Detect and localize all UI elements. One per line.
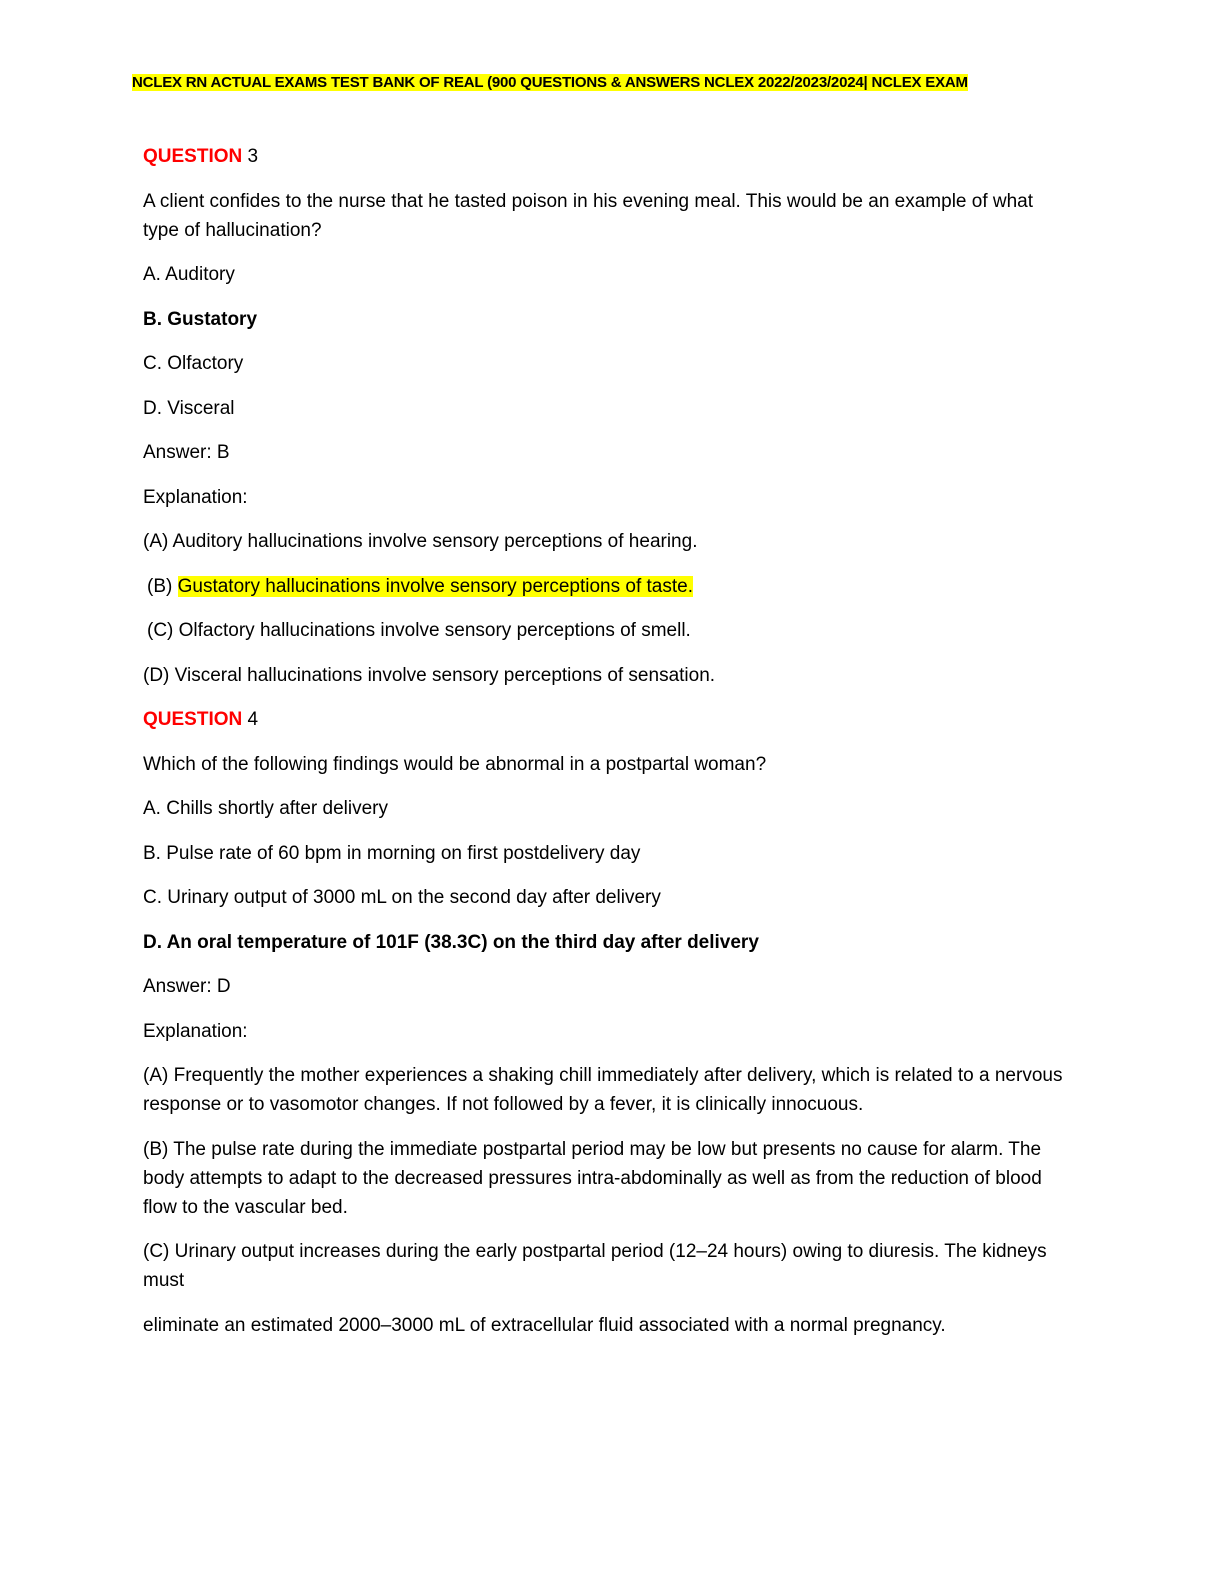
question-3-answer: Answer: B [143,442,230,463]
header-title: NCLEX RN ACTUAL EXAMS TEST BANK OF REAL (900 QUESTIONS & ANSWERS NCLEX 2022/2023/2024| NCLEX EXAM [132,74,968,91]
question-4-heading [143,705,1073,734]
question-4-option-c: C. Urinary output of 3000 mL on the second day after delivery [143,887,661,908]
question-number: 3 [247,146,259,167]
question-3-stem: A client confides to the nurse that he tasted poison in his evening meal. This would be an example of what type of hallucination? [143,190,1034,241]
question-3-explanation-b [143,572,1073,601]
question-4-stem: Which of the following findings would be abnormal in a postpartal woman? [143,753,767,775]
question-3-heading [143,142,1073,171]
question-4-explanation-label: Explanation: [143,1020,248,1042]
question-3-option-c: C. Olfactory [143,353,244,374]
question-3-option-d: D. Visceral [143,397,235,419]
question-label: QUESTION [143,709,243,730]
question-4-answer: Answer: D [143,976,231,997]
question-4-explanation-b: (B) The pulse rate during the immediate postpartal period may be low but presents no cause for alarm. The body attempts to adapt to the decreased pressures intra-abdominally as well as from the reduction of blood flow to the vascular bed. [143,1138,1042,1218]
question-4-explanation-c: (C) Urinary output increases during the early postpartal period (12–24 hours) owing to diuresis. The kidneys must [143,1241,1047,1291]
question-4-explanation-c-continued: eliminate an estimated 2000–3000 mL of extracellular fluid associated with a normal pregnancy. [143,1314,946,1336]
explanation-b-prefix: (B) [147,575,173,597]
question-4-option-b: B. Pulse rate of 60 bpm in morning on first postdelivery day [143,842,641,864]
question-3-explanation-label: Explanation: [143,486,248,508]
question-4-option-d: D. An oral temperature of 101F (38.3C) on the third day after delivery [143,931,759,953]
explanation-b-highlighted-text: Gustatory hallucinations involve sensory perceptions of taste. [177,575,693,597]
question-3-explanation-d: (D) Visceral hallucinations involve sensory perceptions of sensation. [143,664,716,686]
document-header [132,72,968,94]
question-4-explanation-a: (A) Frequently the mother experiences a shaking chill immediately after delivery, which is related to a nervous response or to vasomotor changes. If not followed by a fever, it is clinically innocuous. [143,1065,1063,1115]
document-body [143,142,1073,1355]
question-number: 4 [247,709,259,730]
question-3-explanation-a: (A) Auditory hallucinations involve sensory perceptions of hearing. [143,531,698,552]
question-4-option-a: A. Chills shortly after delivery [143,798,388,819]
question-3-option-b: B. Gustatory [143,308,258,330]
question-3-option-a: A. Auditory [143,264,235,285]
question-3-explanation-c: (C) Olfactory hallucinations involve sensory perceptions of smell. [147,620,691,641]
question-label: QUESTION [143,146,243,167]
